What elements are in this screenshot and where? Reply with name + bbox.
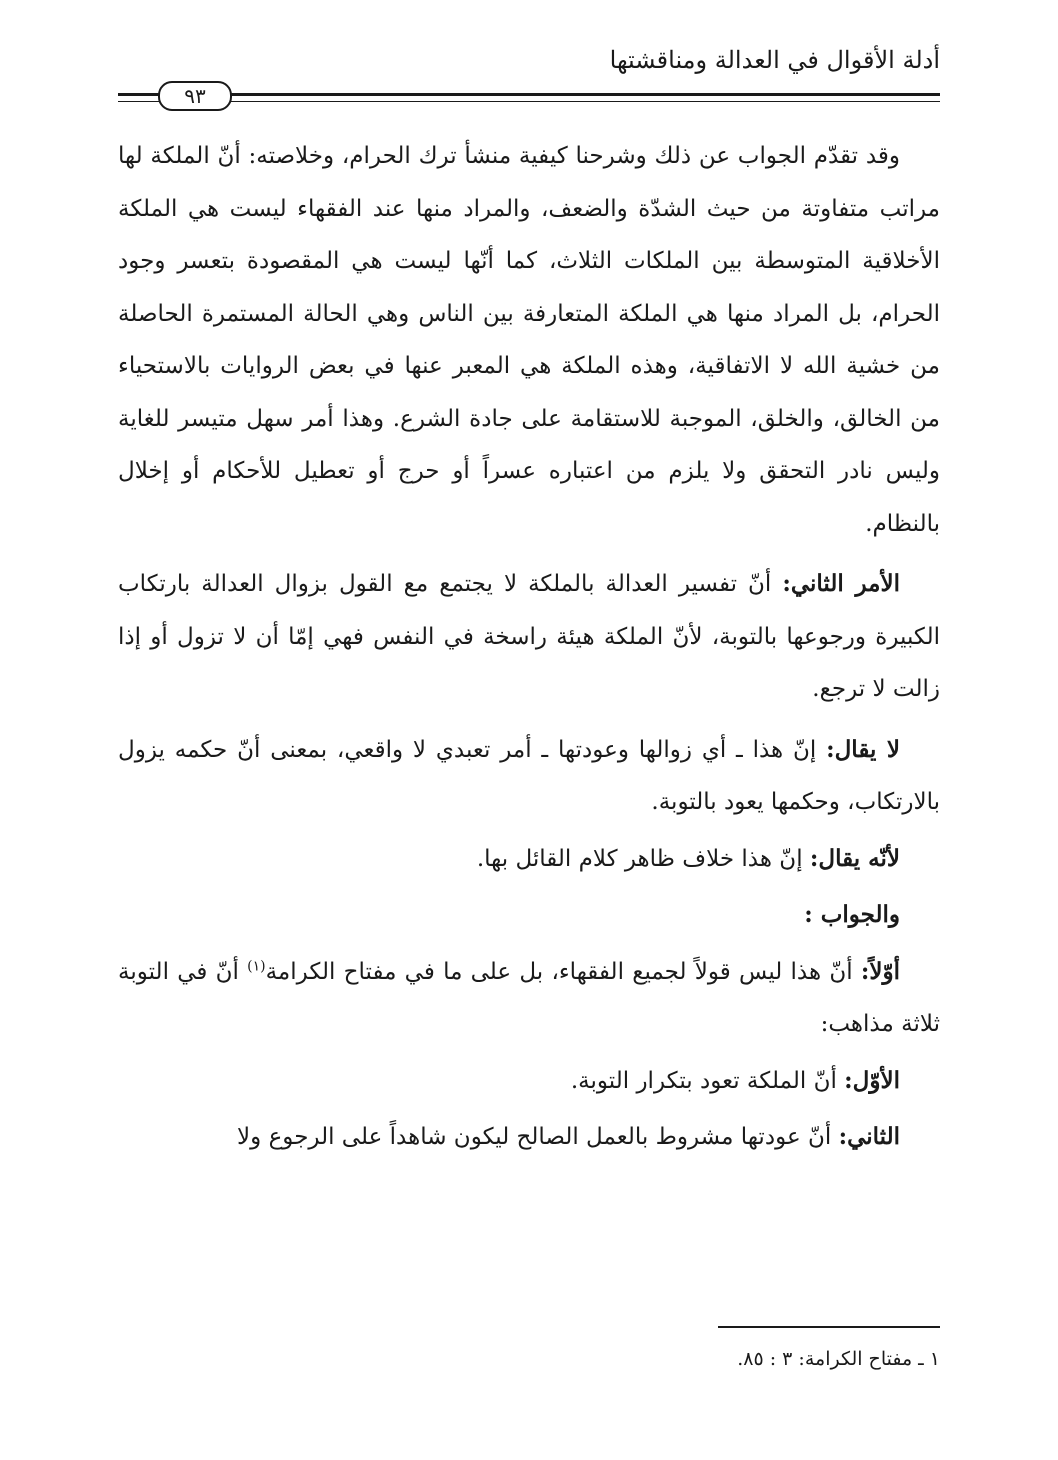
paragraph-text: أنّ هذا ليس قولاً لجميع الفقهاء، بل على ما في مفتاح الكرامة bbox=[265, 958, 861, 985]
paragraph-lead: والجواب : bbox=[804, 901, 900, 928]
paragraph-text: أنّ عودتها مشروط بالعمل الصالح ليكون شاهداً على الرجوع ولا bbox=[237, 1124, 839, 1150]
paragraph bbox=[118, 833, 940, 886]
page-number: ٩٣ bbox=[158, 81, 232, 111]
paragraph-lead: لأنّه يقال: bbox=[809, 844, 900, 872]
footnote: ١ ـ مفتاح الكرامة: ٣ : ٨٥. bbox=[737, 1348, 940, 1370]
paragraph bbox=[118, 724, 940, 829]
paragraph bbox=[118, 1111, 940, 1164]
paragraph-lead: الثاني: bbox=[838, 1123, 900, 1150]
paragraph-lead: الأمر الثاني: bbox=[782, 570, 900, 597]
footnote-reference[interactable]: (١) bbox=[247, 957, 266, 974]
paragraph-text: إنّ هذا ـ أي زوالها وعودتها ـ أمر تعبدي لا واقعي، بمعنى أنّ حكمه يزول بالارتكاب، وحكمها يعود بالتوبة. bbox=[118, 736, 940, 815]
paragraph bbox=[118, 889, 940, 942]
header-rule-thin bbox=[118, 101, 940, 102]
paragraph bbox=[118, 558, 940, 716]
paragraph bbox=[118, 1055, 940, 1108]
header-rule bbox=[118, 93, 940, 96]
paragraph-text: أنّ الملكة تعود بتكرار التوبة. bbox=[570, 1067, 845, 1094]
running-title: أدلة الأقوال في العدالة ومناقشتها bbox=[609, 46, 940, 74]
paragraph-text: أنّ تفسير العدالة بالملكة لا يجتمع مع القول بزوال العدالة بارتكاب الكبيرة ورجوعها بالتوبة، لأنّ الملكة هيئة راسخة في النفس فهي إمّا أن لا تزول أو إذا زالت لا ترجع. bbox=[118, 571, 940, 702]
paragraph-lead: الأوّل: bbox=[844, 1066, 900, 1094]
paragraph-lead: أوّلاً: bbox=[860, 957, 900, 985]
paragraph bbox=[118, 130, 940, 550]
paragraph-text: وقد تقدّم الجواب عن ذلك وشرحنا كيفية منشأ ترك الحرام، وخلاصته: أنّ الملكة لها مراتب متفاوتة من حيث الشدّة والضعف، والمراد منها عند الفقهاء ليست هي الملكة الأخلاقية المتوسطة بين الملكات الثلاث، كما أنّها ليست هي المقصودة بتعسر وجود الحرام، بل المراد منها هي الملكة المتعارفة بين الناس وهي الحالة المستمرة الحاصلة من خشية الله لا الاتفاقية، وهذه الملكة هي المعبر عنها في بعض الروايات بالاستحياء من الخالق، والخلق، الموجبة للاستقامة على جادة الشرع. وهذا أمر سهل متيسر للغاية وليس نادر التحقق ولا يلزم من اعتباره عسراً أو حرج أو تعطيل للأحكام أو إخلال بالنظام. bbox=[118, 143, 940, 537]
footnote-rule bbox=[718, 1326, 940, 1328]
paragraph-lead: لا يقال: bbox=[826, 735, 900, 763]
paragraph-text: إنّ هذا خلاف ظاهر كلام القائل بها. bbox=[476, 845, 810, 872]
paragraph-text-continued: أنّ في التوبة ثلاثة مذاهب: bbox=[118, 958, 940, 1037]
paragraph bbox=[118, 946, 940, 1051]
body-text bbox=[118, 130, 940, 1164]
